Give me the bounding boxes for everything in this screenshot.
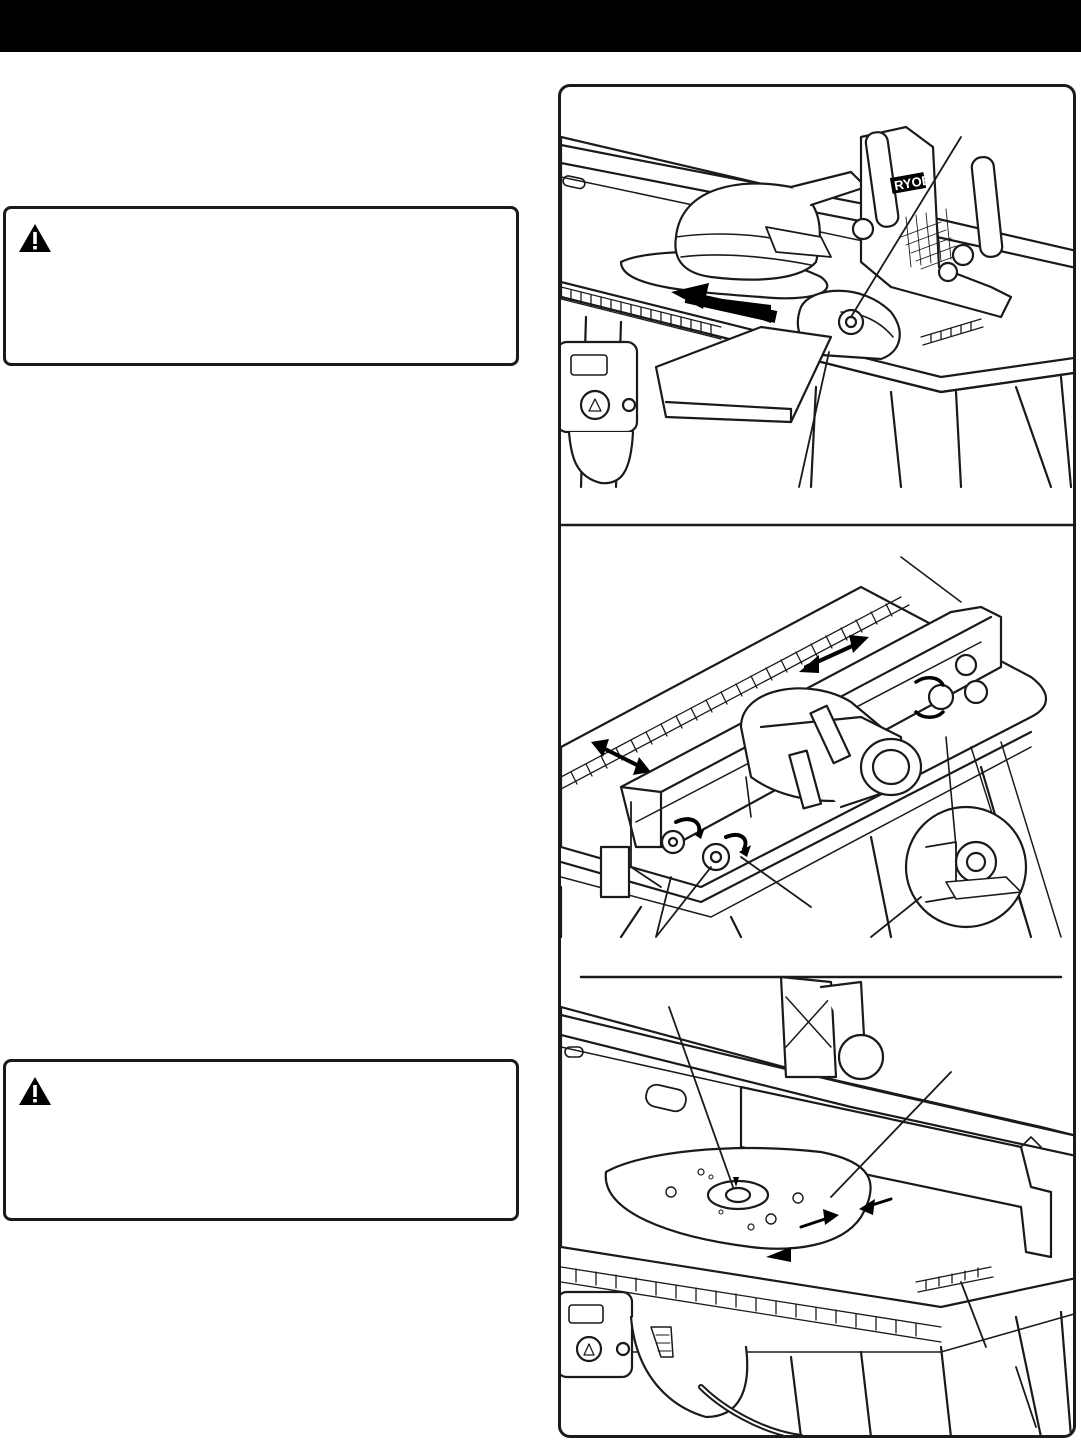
power-switch-box-bottom (561, 1292, 632, 1377)
power-switch-box (561, 342, 637, 432)
warning-triangle-icon (18, 1076, 52, 1106)
fence-brand-label: RYOBI (892, 171, 936, 194)
figure-middle-fence-adjust (561, 557, 1061, 977)
warning-triangle-icon (18, 223, 52, 253)
warning-box (3, 206, 519, 366)
figure-top-featherboard (561, 127, 1076, 525)
detail-magnifier (906, 807, 1026, 927)
figure-panel (558, 84, 1076, 1438)
router-table-illustrations (561, 87, 1076, 1438)
warning-box (3, 1059, 519, 1221)
figure-bottom-insert-plate (561, 977, 1076, 1437)
section-header-bar (0, 0, 1081, 52)
workpiece (656, 327, 831, 422)
